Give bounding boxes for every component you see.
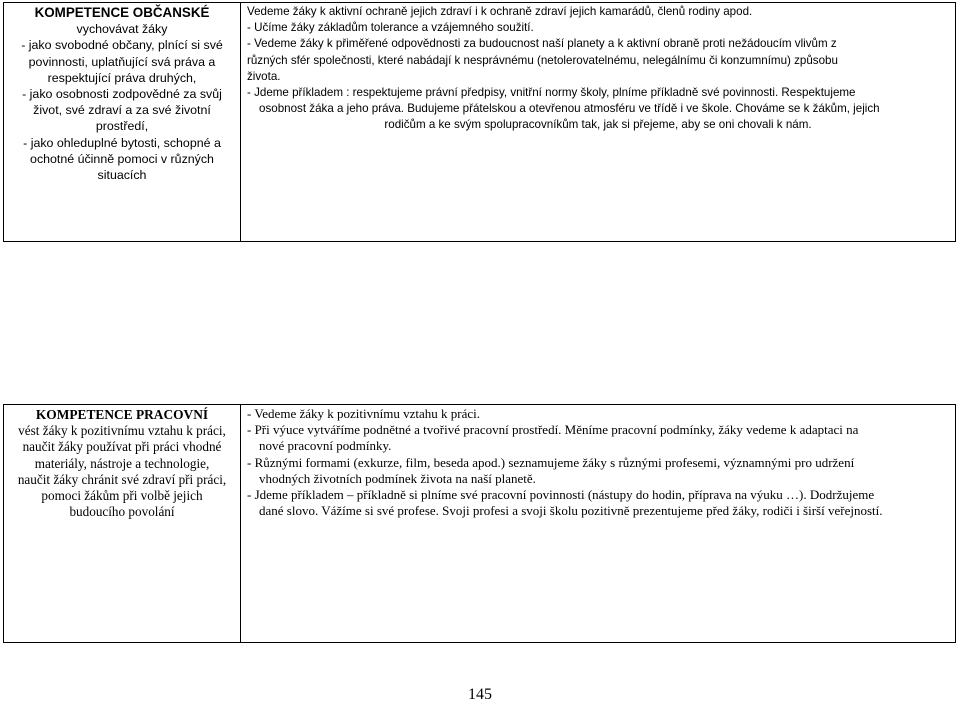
work-strategy-line: vhodných životních podmínek života na naší planetě. bbox=[259, 470, 536, 486]
civic-strategy-line: - Vedeme žáky k přiměřené odpovědnosti za budoucnost naší planety a k aktivní obraně proti nežádoucím vlivům z bbox=[247, 37, 837, 51]
work-strategy-line: - Vedeme žáky k pozitivnímu vztahu k práci. bbox=[247, 406, 480, 421]
civic-competence-heading: KOMPETENCE OBČANSKÉ bbox=[34, 5, 210, 20]
civic-strategy-line: života. bbox=[247, 69, 281, 83]
work-strategy-line: dané slovo. Vážíme si své profese. Svoji profesi a svoji školu pozitivně prezentujeme před žáky, rodiči i širší veřejností. bbox=[259, 503, 883, 519]
work-strategy-line: - Různými formami (exkurze, film, beseda apod.) seznamujeme žáky s různými profesemi, významnými pro udržení bbox=[247, 454, 855, 470]
civic-goal-line: - jako ohleduplné bytosti, schopné a bbox=[23, 135, 221, 150]
civic-goal-line: vychovávat žáky bbox=[76, 22, 168, 37]
civic-strategy-line: osobnost žáka a jeho práva. Budujeme přátelskou a otevřenou atmosféru ve třídě i ve škole. Chováme se k žákům, jejich bbox=[259, 102, 880, 116]
work-goal-line: naučit žáky používat při práci vhodné bbox=[22, 439, 222, 455]
civic-strategy-line: různých sfér společnosti, které nabádají k nesprávnému (netolerovatelnému, nelegálnímu či konzumnímu) způsobu bbox=[247, 53, 838, 67]
work-goal-line: pomoci žákům při volbě jejich bbox=[41, 488, 203, 504]
civic-strategy-line: rodičům a ke svým spolupracovníkům tak, jak si přejeme, aby se oni chovali k nám. bbox=[384, 118, 812, 132]
work-competence-table bbox=[3, 404, 956, 643]
civic-goal-line: povinnosti, uplatňující svá práva a bbox=[28, 54, 216, 69]
civic-goals-cell bbox=[4, 3, 241, 242]
civic-goal-line: život, své zdraví a za své životní bbox=[33, 103, 211, 118]
work-goals-cell bbox=[4, 405, 241, 643]
work-strategy-line: - Jdeme příkladem – příkladně si plníme své pracovní povinnosti (nástupy do hodin, příprava na výuku …). Dodržujeme bbox=[247, 487, 875, 503]
work-goal-line: budoucího povolání bbox=[69, 504, 175, 520]
work-goal-line: naučit žáky chránit své zdraví při práci, bbox=[17, 471, 227, 487]
work-strategy-line: - Při výuce vytváříme podnětné a tvořivé pracovní prostředí. Měníme pracovní podmínky, žáky vedeme k adaptaci na bbox=[247, 422, 859, 438]
table-row bbox=[4, 3, 956, 242]
work-strategies-cell bbox=[241, 405, 956, 643]
civic-strategy-line: Vedeme žáky k aktivní ochraně jejich zdraví i k ochraně zdraví jejich kamarádů, členů rodiny apod. bbox=[247, 5, 753, 18]
civic-strategy-line: - Učíme žáky základům tolerance a vzájemného soužití. bbox=[247, 21, 534, 35]
civic-goal-line: ochotné účinně pomoci v různých bbox=[30, 151, 214, 166]
work-strategy-line: nové pracovní podmínky. bbox=[259, 438, 392, 454]
civic-goal-line: respektující práva druhých, bbox=[47, 70, 197, 85]
civic-goal-line: situacích bbox=[97, 168, 147, 183]
civic-strategy-line: - Jdeme příkladem : respektujeme právní předpisy, vnitřní normy školy, plníme příkladně své povinnosti. Respektujeme bbox=[247, 86, 856, 100]
civic-competence-table bbox=[3, 2, 956, 242]
page-number: 145 bbox=[468, 686, 492, 703]
work-goal-line: vést žáky k pozitivnímu vztahu k práci, bbox=[18, 423, 226, 439]
civic-goal-line: - jako osobnosti zodpovědné za svůj bbox=[22, 87, 222, 102]
civic-strategies-cell bbox=[241, 3, 956, 242]
work-competence-heading: KOMPETENCE PRACOVNÍ bbox=[35, 407, 209, 422]
work-goal-line: materiály, nástroje a technologie, bbox=[34, 455, 210, 471]
civic-goal-line: - jako svobodné občany, plnící si své bbox=[21, 38, 223, 53]
table-row bbox=[4, 405, 956, 643]
civic-goal-line: prostředí, bbox=[95, 119, 149, 134]
